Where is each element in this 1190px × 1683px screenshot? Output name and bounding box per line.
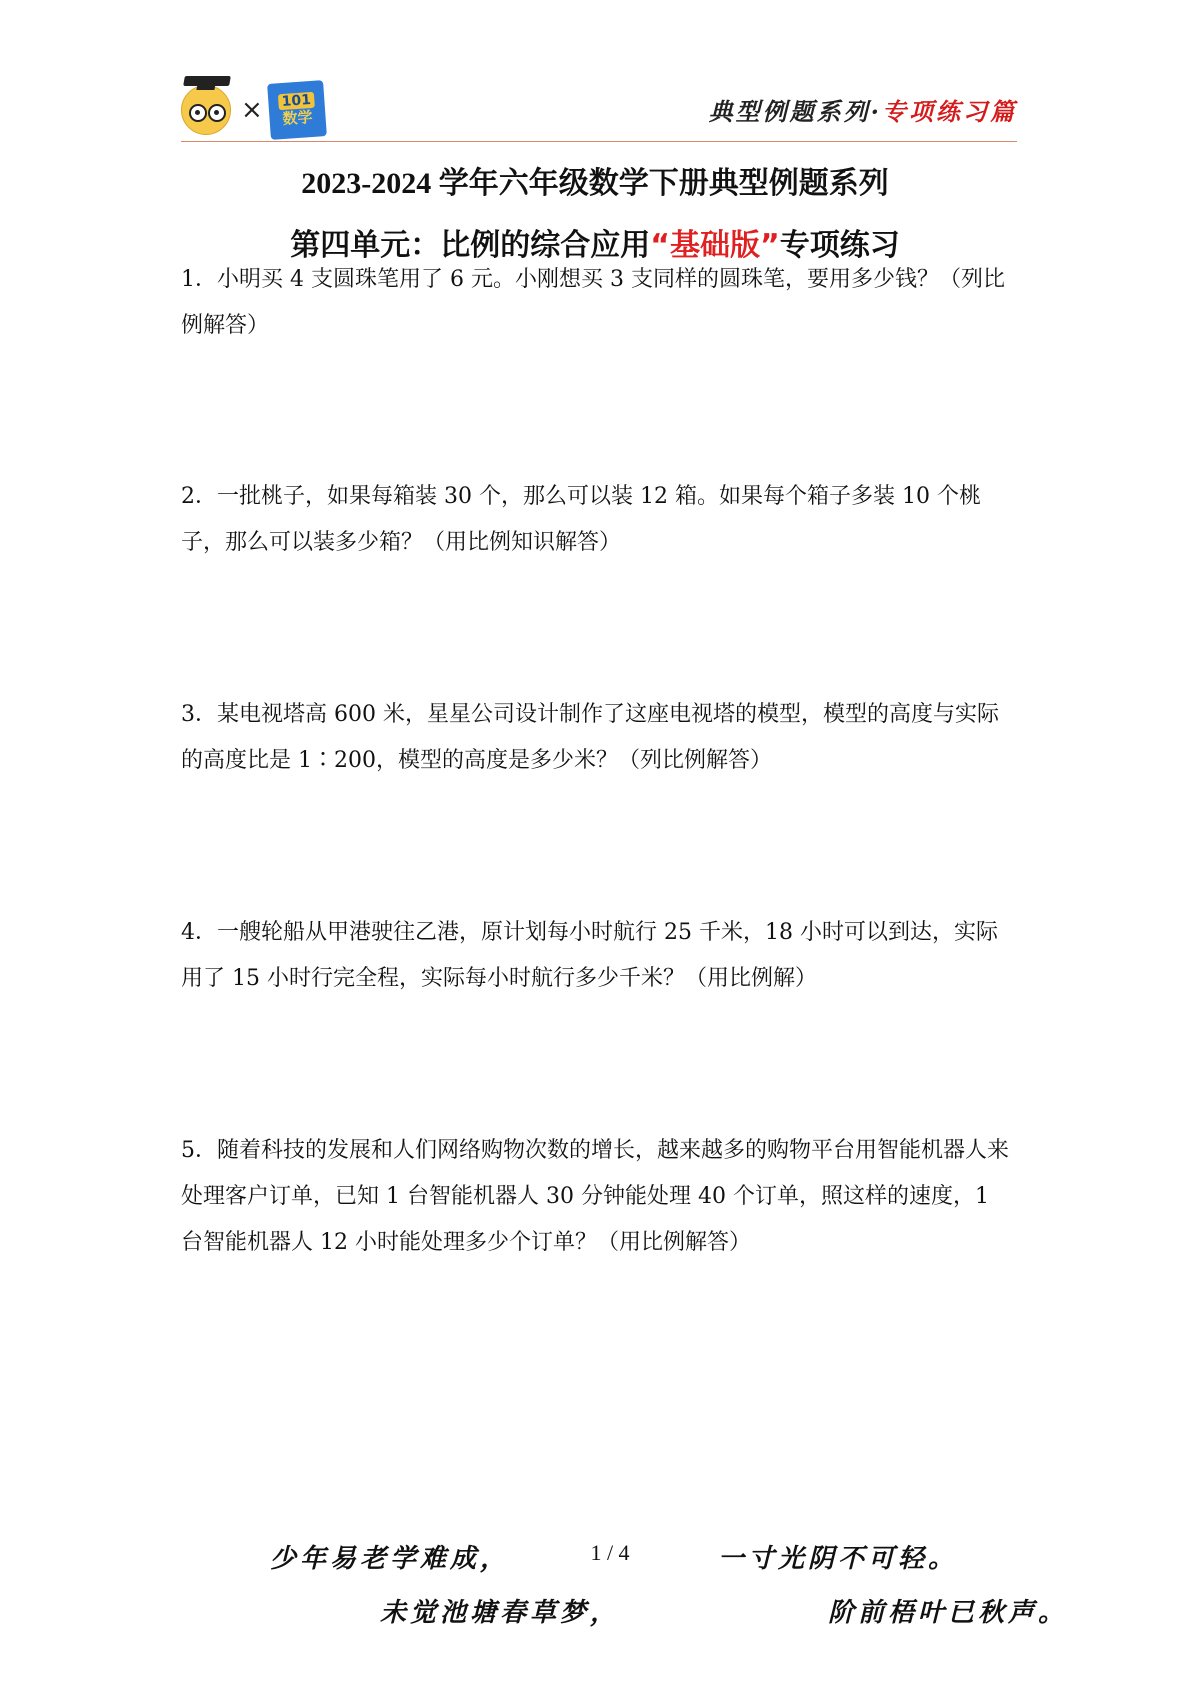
question-2: 2．一批桃子，如果每箱装 30 个，那么可以装 12 箱。如果每个箱子多装 10 个桃子，那么可以装多少箱？（用比例知识解答） xyxy=(181,484,981,555)
series-name: 典型例题系列· xyxy=(708,97,882,126)
poem-line-1: 少年易老学难成， xyxy=(270,1544,511,1574)
logo-101-number: 101 xyxy=(278,92,314,110)
series-type: 专项练习篇 xyxy=(882,97,1017,126)
subtitle-prefix: 第四单元：比例的综合应用 xyxy=(290,228,651,263)
series-label xyxy=(709,92,1017,127)
page-header xyxy=(181,78,1017,144)
poem-line-2: 一寸光阴不可轻。 xyxy=(718,1544,959,1574)
document-title: 2023-2024 学年六年级数学下册典型例题系列 xyxy=(301,167,889,200)
math-101-logo-icon xyxy=(267,80,327,140)
question-5: 5．随着科技的发展和人们网络购物次数的增长，越来越多的购物平台用智能机器人来处理客户订单，已知 1 台智能机器人 30 分钟能处理 40 个订单，照这样的速度，1 台智能机器人 12 小时能处理多少个订单？（用比例解答） xyxy=(181,1138,1009,1255)
page-number: 1 / 4 xyxy=(590,1540,630,1565)
poem-line-4: 阶前梧叶已秋声。 xyxy=(828,1598,1069,1628)
logo-math-text: 数学 xyxy=(281,107,313,129)
logo-times-sign: × xyxy=(241,95,263,125)
question-3: 3．某电视塔高 600 米，星星公司设计制作了这座电视塔的模型，模型的高度与实际的高度比是 1∶200，模型的高度是多少米？（列比例解答） xyxy=(181,702,999,773)
scholar-mascot-icon xyxy=(181,85,231,135)
brand-logos xyxy=(181,82,325,138)
question-4: 4．一艘轮船从甲港驶往乙港，原计划每小时航行 25 千米，18 小时可以到达，实际用了 15 小时行完全程，实际每小时航行多少千米？（用比例解） xyxy=(181,920,998,991)
subtitle-suffix: 专项练习 xyxy=(779,228,900,263)
header-divider xyxy=(181,141,1017,142)
subtitle-highlight: “基础版” xyxy=(650,228,780,263)
poem-line-3: 未觉池塘春草梦， xyxy=(380,1598,621,1628)
question-1: 1．小明买 4 支圆珠笔用了 6 元。小刚想买 3 支同样的圆珠笔，要用多少钱？（列比例解答） xyxy=(181,267,1005,338)
